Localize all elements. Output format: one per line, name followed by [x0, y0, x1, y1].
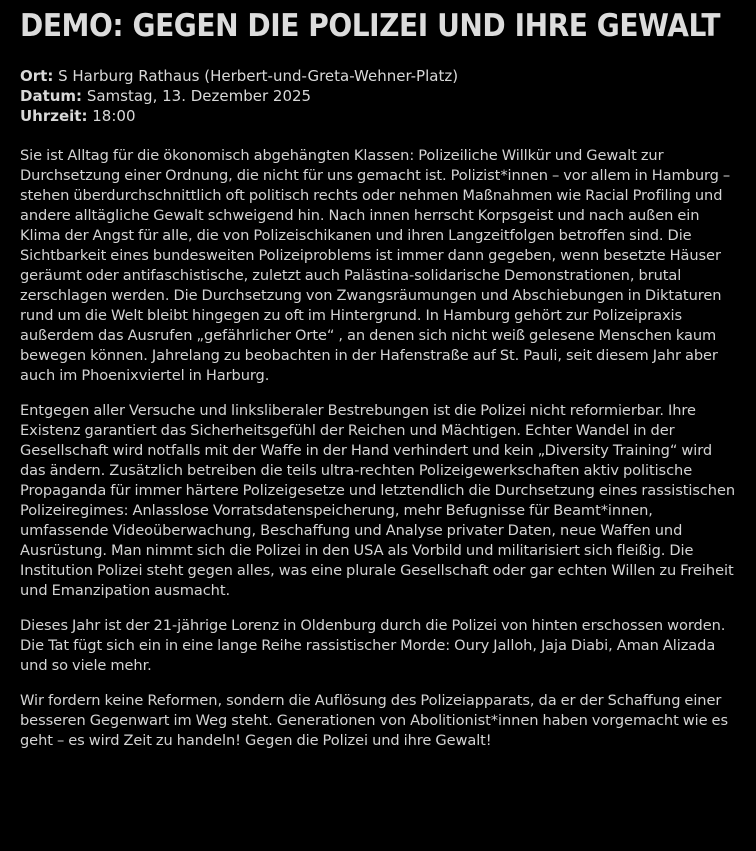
- date-value: Samstag, 13. Dezember 2025: [86, 87, 312, 105]
- paragraph-1: Sie ist Alltag für die ökonomisch abgehängten Klassen: Polizeiliche Willkür und Gewalt zur Durchsetzung einer Ordnung, die nicht für uns gemacht ist. Polizist*innen – vor allem in Hamburg – stehen überdurchschnittlich oft politisch rechts oder nehmen Maßnahmen wie Racial Profiling und andere alltägliche Gewalt schweigend hin. Nach innen herrscht Korpsgeist und nach außen ein Klima der Angst für alle, die von Polizeischikanen und ihren Langzeitfolgen betroffen sind. Die Sichtbarkeit eines bundesweiten Polizeiproblems ist immer dann gegeben, wenn besetzte Häuser geräumt oder antifaschistische, zuletzt auch Palästina-solidarische Demonstrationen, brutal zerschlagen werden. Die Durchsetzung von Zwangsräumungen und Abschiebungen in Diktaturen rund um die Welt bleibt hingegen zu oft im Hintergrund. In Hamburg gehört zur Polizeipraxis außerdem das Ausrufen „gefährlicher Orte“ , an denen sich nicht weiß gelesene Menschen kaum bewegen können. Jahrelang zu beobachten in der Hafenstraße auf St. Pauli, seit diesem Jahr aber auch im Phoenixviertel in Harburg.: [20, 147, 731, 384]
- date-row: [20, 86, 736, 106]
- paragraph-3: Dieses Jahr ist der 21-jährige Lorenz in Oldenburg durch die Polizei von hinten erschossen worden. Die Tat fügt sich ein in eine lange Reihe rassistischer Morde: Oury Jalloh, Jaja Diabi, Aman Alizada und so viele mehr.: [20, 617, 726, 674]
- time-row: [20, 106, 736, 126]
- time-label: Uhrzeit:: [20, 107, 88, 125]
- location-row: [20, 66, 736, 86]
- event-details: [20, 66, 736, 126]
- location-value: S Harburg Rathaus (Herbert-und-Greta-Wehner-Platz): [58, 67, 459, 85]
- date-label: Datum:: [20, 87, 83, 105]
- article-body: [20, 146, 736, 751]
- location-label: Ort:: [20, 67, 54, 85]
- page-title: DEMO: GEGEN DIE POLIZEI UND IHRE GEWALT: [20, 8, 721, 44]
- paragraph-4: Wir fordern keine Reformen, sondern die Auflösung des Polizeiapparats, da er der Schaffung einer besseren Gegenwart im Weg steht. Generationen von Abolitionist*innen haben vorgemacht wie es geht – es wird Zeit zu handeln! Gegen die Polizei und ihre Gewalt!: [20, 692, 728, 749]
- time-value: 18:00: [92, 107, 136, 125]
- paragraph-2: Entgegen aller Versuche und linksliberaler Bestrebungen ist die Polizei nicht reformierbar. Ihre Existenz garantiert das Sicherheitsgefühl der Reichen und Mächtigen. Echter Wandel in der Gesellschaft wird notfalls mit der Waffe in der Hand verhindert und kein „Diversity Training“ wird das ändern. Zusätzlich betreiben die teils ultra-rechten Polizeigewerkschaften aktiv politische Propaganda für immer härtere Polizeigesetze und letztendlich die Durchsetzung eines rassistischen Polizeiregimes: Anlasslose Vorratsdatenspeicherung, mehr Befugnisse für Beamt*innen, umfassende Videoüberwachung, Beschaffung und Analyse privater Daten, neue Waffen und Ausrüstung. Man nimmt sich die Polizei in den USA als Vorbild und militarisiert sich fleißig. Die Institution Polizei steht gegen alles, was eine plurale Gesellschaft oder gar echten Willen zu Freiheit und Emanzipation ausmacht.: [20, 402, 736, 599]
